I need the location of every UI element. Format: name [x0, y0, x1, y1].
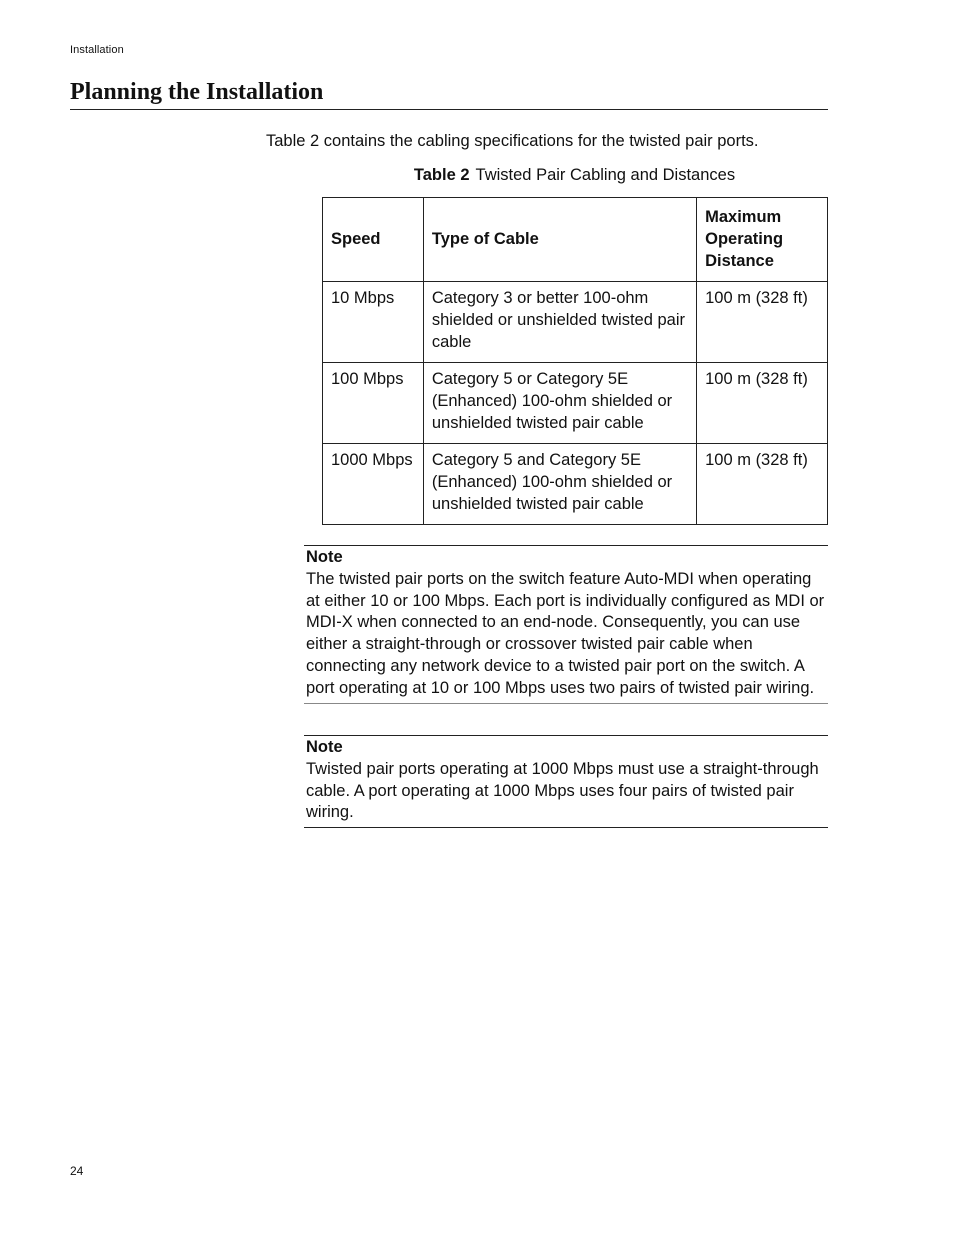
table-caption — [322, 164, 827, 186]
cell-distance: 100 m (328 ft) — [697, 444, 828, 525]
note-heading: Note — [306, 548, 343, 566]
cell-cable-type: Category 5 or Category 5E (Enhanced) 100-ohm shielded or unshielded twisted pair cable — [423, 363, 696, 444]
cell-distance: 100 m (328 ft) — [697, 282, 828, 363]
cell-cable-type: Category 3 or better 100-ohm shielded or unshielded twisted pair cable — [423, 282, 696, 363]
column-header-max-distance: Maximum Operating Distance — [697, 198, 828, 282]
cell-speed: 100 Mbps — [323, 363, 424, 444]
cell-speed: 1000 Mbps — [323, 444, 424, 525]
table-caption-label: Table 2 — [413, 166, 470, 184]
column-header-speed: Speed — [323, 198, 424, 282]
note-box — [304, 545, 828, 704]
note-box — [304, 735, 828, 828]
note-body: The twisted pair ports on the switch feature Auto-MDI when operating at either 10 or 100 Mbps. Each port is individually configured as MDI or MDI-X when connected to an end-node. Consequently, you can use either a straight-through or crossover twisted pair cable when connecting any network device to a twisted pair port on the switch. A port operating at 10 or 100 Mbps uses two pairs of twisted pair wiring. — [306, 569, 825, 697]
page-title: Planning the Installation — [70, 79, 324, 105]
note-body: Twisted pair ports operating at 1000 Mbps must use a straight-through cable. A port operating at 1000 Mbps uses four pairs of twisted pair wiring. — [306, 759, 819, 822]
table-row — [323, 363, 828, 444]
cell-distance: 100 m (328 ft) — [697, 363, 828, 444]
cell-cable-type: Category 5 and Category 5E (Enhanced) 100-ohm shielded or unshielded twisted pair cable — [423, 444, 696, 525]
intro-paragraph: Table 2 contains the cabling specifications for the twisted pair ports. — [266, 132, 759, 150]
cabling-table — [322, 197, 828, 525]
table-caption-text: Twisted Pair Cabling and Distances — [475, 166, 736, 184]
table-row — [323, 282, 828, 363]
page-number: 24 — [70, 1164, 84, 1178]
running-header: Installation — [70, 44, 124, 56]
note-heading: Note — [306, 738, 343, 756]
column-header-type-of-cable: Type of Cable — [423, 198, 696, 282]
table-row — [323, 444, 828, 525]
cell-speed: 10 Mbps — [323, 282, 424, 363]
title-divider — [70, 109, 828, 110]
table-header-row — [323, 198, 828, 282]
